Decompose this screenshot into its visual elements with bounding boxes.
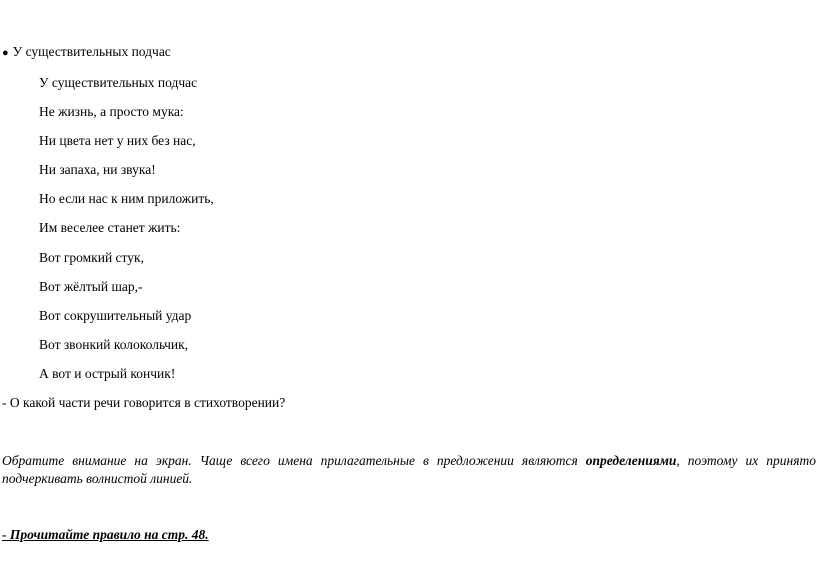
poem-line: Вот жёлтый шар,- [39,279,143,294]
poem-line: Ни запаха, ни звука! [39,162,156,177]
poem-line: Не жизнь, а просто мука: [39,104,184,119]
poem-line: У существительных подчас [39,75,198,90]
paragraph-text-start: Обратите внимание на экран. Чаще всего имена прилагательные в предложении являются [2,453,586,468]
rule-instruction: - Прочитайте правило на стр. 48. [2,527,209,542]
question-text: - О какой части речи говорится в стихотворении? [2,395,286,410]
poem-line: Но если нас к ним приложить, [39,191,214,206]
bullet-item [2,44,171,61]
poem-line: А вот и острый кончик! [39,366,176,381]
poem-line: Им веселее станет жить: [39,220,181,235]
poem-line: Вот звонкий колокольчик, [39,337,189,352]
poem-line: Вот сокрушительный удар [39,308,192,323]
bullet-heading: У существительных подчас [12,44,171,59]
bullet-icon: ● [2,47,9,59]
poem-line: Вот громкий стук, [39,250,144,265]
poem-line: Ни цвета нет у них без нас, [39,133,196,148]
explanation-paragraph [2,452,816,488]
paragraph-emphasis: определениями [585,453,677,468]
paragraph-text-end: , поэтому их принято подчеркивать волнистой линией. [2,453,816,486]
